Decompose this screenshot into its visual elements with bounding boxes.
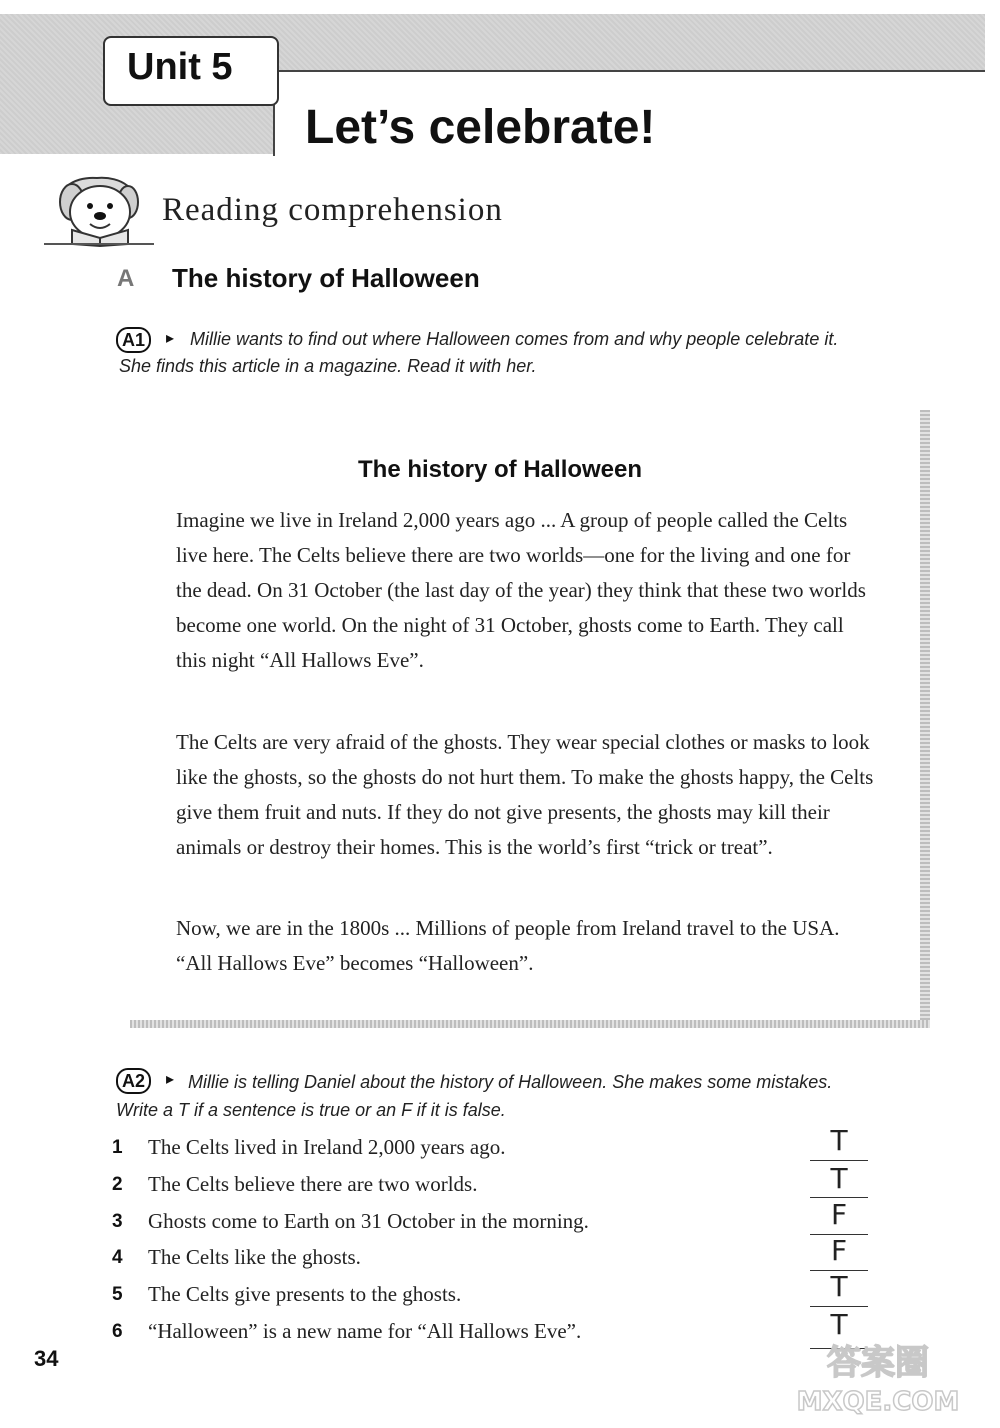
answer-mark[interactable]: T bbox=[830, 1270, 848, 1303]
part-title: The history of Halloween bbox=[172, 263, 480, 293]
a2-tag: A2 bbox=[116, 1068, 151, 1094]
answer-line bbox=[810, 1306, 868, 1307]
page-title: Let’s celebrate! bbox=[305, 101, 656, 154]
section-title: Reading comprehension bbox=[162, 192, 503, 228]
play-arrow-icon: ▸ bbox=[166, 330, 175, 347]
answer-mark[interactable]: F bbox=[830, 1234, 848, 1267]
watermark-logo bbox=[790, 1338, 965, 1418]
article-shadow-right bbox=[920, 410, 930, 1028]
question-text: The Celts like the ghosts. bbox=[148, 1245, 361, 1269]
article-paragraph-2: The Celts are very afraid of the ghosts. They wear special clothes or masks to look like the ghosts, so the ghosts do not hurt them. To make the ghosts happy, the Celts give them fruit and nuts. If they do not give presents, the ghosts may kill their animals or destroy their homes. This is the world’s first “trick or treat”. bbox=[176, 730, 874, 859]
reading-dog-icon bbox=[42, 172, 157, 247]
unit-label: Unit 5 bbox=[127, 46, 233, 88]
question-text: “Halloween” is a new name for “All Hallows Eve”. bbox=[148, 1319, 582, 1343]
question-text: Ghosts come to Earth on 31 October in the morning. bbox=[148, 1209, 589, 1233]
question-number: 3 bbox=[112, 1211, 123, 1232]
article-shadow-bottom bbox=[130, 1020, 930, 1028]
question-number: 1 bbox=[112, 1137, 123, 1158]
question-number: 4 bbox=[112, 1247, 123, 1268]
watermark-top-text: 答案圈 bbox=[827, 1343, 929, 1383]
title-rule bbox=[275, 70, 985, 72]
answer-mark[interactable]: T bbox=[830, 1308, 848, 1341]
answer-mark[interactable]: T bbox=[830, 1124, 848, 1157]
question-text: The Celts lived in Ireland 2,000 years ago. bbox=[148, 1135, 506, 1159]
page-number: 34 bbox=[34, 1346, 59, 1371]
answer-line bbox=[810, 1160, 868, 1161]
article-paragraph-3: Now, we are in the 1800s ... Millions of people from Ireland travel to the USA. “All Hallows Eve” becomes “Halloween”. bbox=[176, 916, 840, 975]
question-number: 6 bbox=[112, 1321, 123, 1342]
question-text: The Celts give presents to the ghosts. bbox=[148, 1282, 462, 1306]
title-divider bbox=[273, 100, 275, 156]
a2-instruction-line1: Millie is telling Daniel about the history of Halloween. She makes some mistakes. bbox=[188, 1072, 833, 1092]
part-letter: A bbox=[117, 265, 135, 292]
article-paragraph-1: Imagine we live in Ireland 2,000 years ago ... A group of people called the Celts live here. The Celts believe there are two worlds—one for the living and one for the dead. On 31 October (the last day of the year) they think that these two worlds become one world. On the night of 31 October, ghosts come to Earth. They call this night “All Hallows Eve”. bbox=[176, 508, 866, 672]
question-number: 5 bbox=[112, 1284, 123, 1305]
answer-mark[interactable]: T bbox=[830, 1162, 848, 1195]
a1-instruction-line2: She finds this article in a magazine. Read it with her. bbox=[119, 356, 537, 376]
a1-tag: A1 bbox=[116, 327, 151, 353]
a2-instruction-line2: Write a T if a sentence is true or an F if it is false. bbox=[116, 1100, 506, 1120]
play-arrow-icon: ▸ bbox=[166, 1071, 175, 1088]
a1-instruction-line1: Millie wants to find out where Halloween comes from and why people celebrate it. bbox=[190, 329, 839, 349]
watermark-bottom-text: MXQE.COM bbox=[796, 1387, 960, 1417]
question-number: 2 bbox=[112, 1174, 123, 1195]
question-text: The Celts believe there are two worlds. bbox=[148, 1172, 478, 1196]
article-title: The history of Halloween bbox=[358, 456, 643, 483]
answer-mark[interactable]: F bbox=[830, 1198, 848, 1231]
